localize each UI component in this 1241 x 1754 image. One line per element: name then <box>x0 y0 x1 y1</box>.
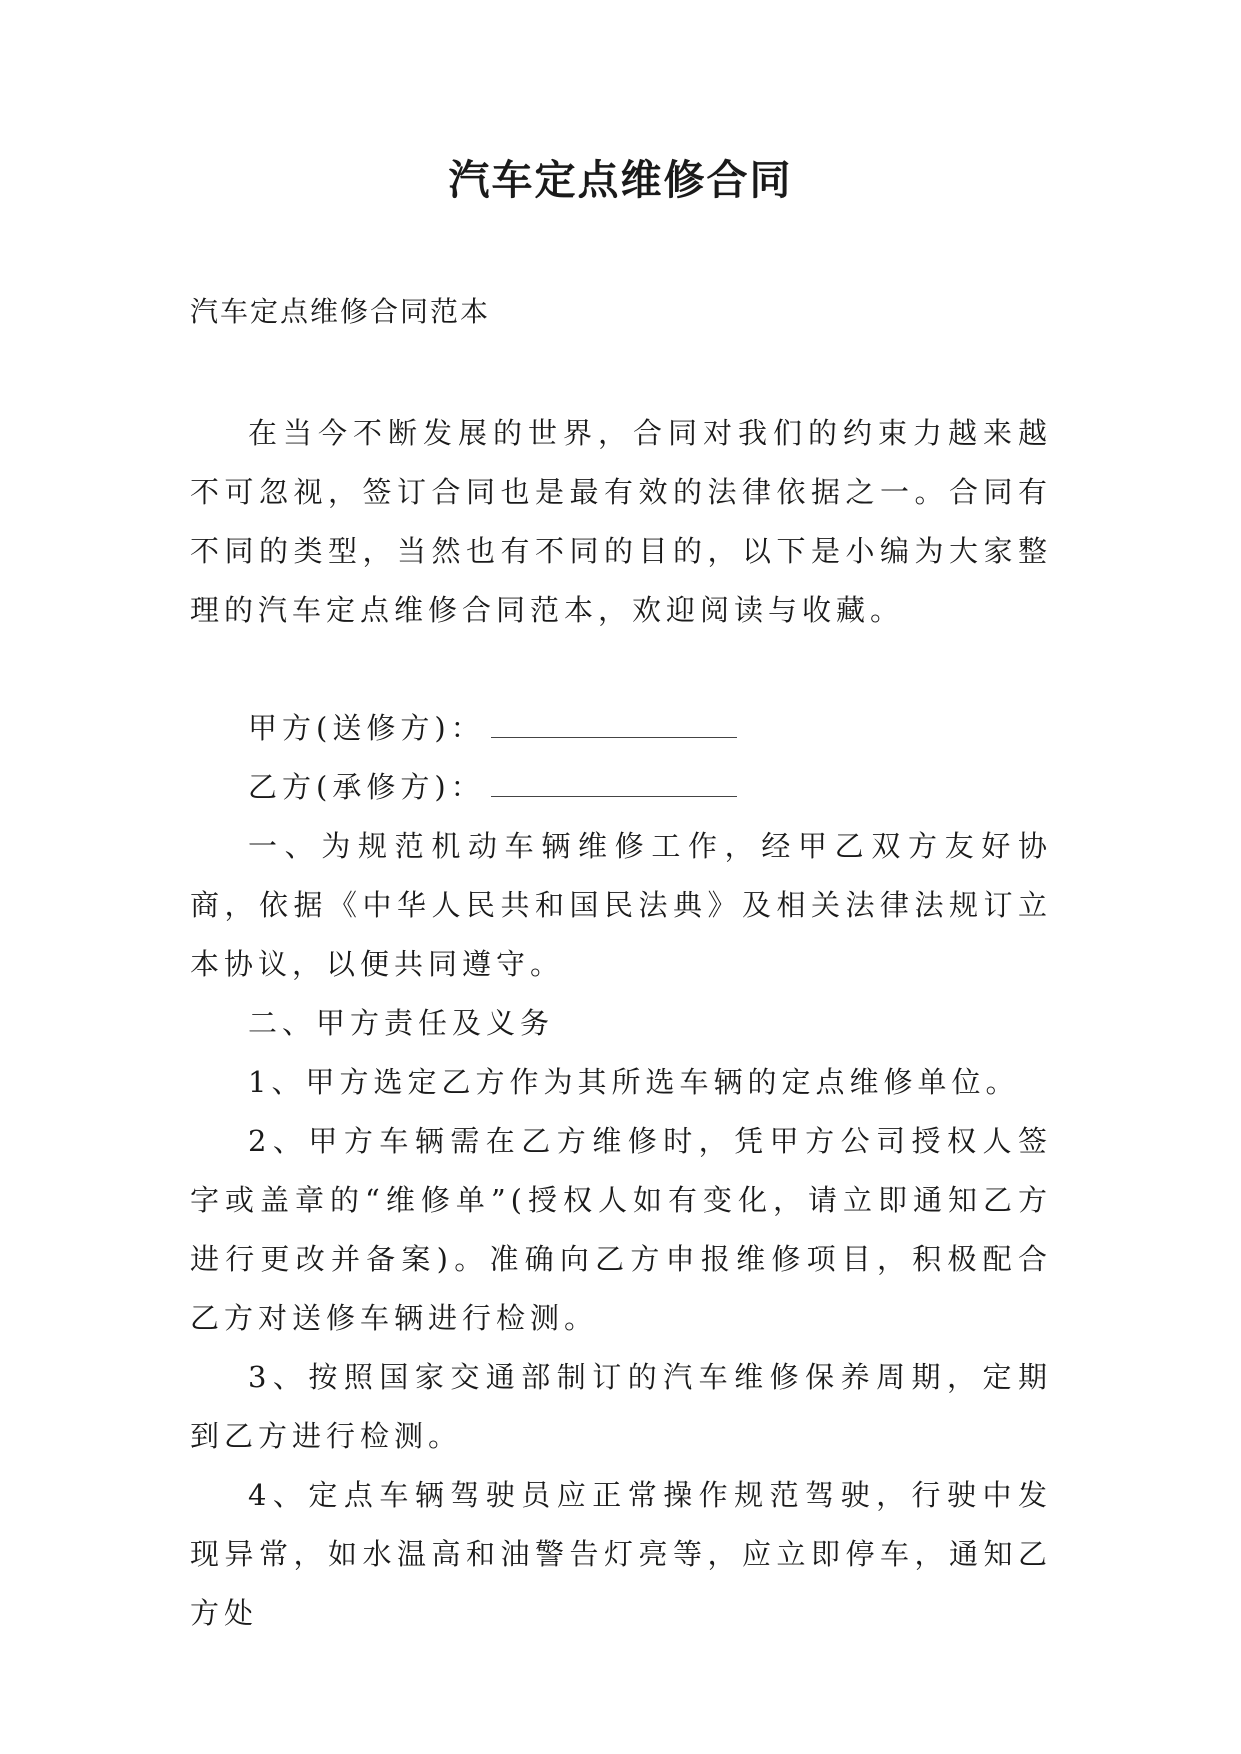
party-b-label: 乙方(承修方)： <box>248 770 485 804</box>
document-title: 汽车定点维修合同 <box>448 156 793 204</box>
clause-2-item-2: 2、甲方车辆需在乙方维修时，凭甲方公司授权人签字或盖章的“维修单”(授权人如有变化，请立即通知乙方进行更改并备案)。准确向乙方申报维修项目，积极配合乙方对送修车辆进行检测。 <box>190 1124 1052 1335</box>
party-a-line <box>190 699 1052 758</box>
clause-2-item-3: 3、按照国家交通部制订的汽车维修保养周期，定期到乙方进行检测。 <box>190 1360 1052 1453</box>
party-b-blank[interactable] <box>491 778 737 797</box>
clause-2-heading: 二、甲方责任及义务 <box>248 1006 555 1040</box>
clause-2-item-4: 4、定点车辆驾驶员应正常操作规范驾驶，行驶中发现异常，如水温高和油警告灯亮等，应立即停车，通知乙方处 <box>190 1478 1052 1630</box>
document-body <box>190 404 1052 1643</box>
intro-paragraph: 在当今不断发展的世界，合同对我们的约束力越来越不可忽视，签订合同也是最有效的法律依据之一。合同有不同的类型，当然也有不同的目的，以下是小编为大家整理的汽车定点维修合同范本，欢迎阅读与收藏。 <box>190 416 1052 627</box>
party-a-label: 甲方(送修方)： <box>248 711 485 745</box>
clause-1: 一、为规范机动车辆维修工作，经甲乙双方友好协商，依据《中华人民共和国民法典》及相关法律法规订立本协议，以便共同遵守。 <box>190 829 1052 981</box>
party-a-blank[interactable] <box>491 719 737 738</box>
party-b-line <box>190 758 1052 817</box>
clause-2-item-1: 1、甲方选定乙方作为其所选车辆的定点维修单位。 <box>248 1065 1020 1099</box>
document-subtitle: 汽车定点维修合同范本 <box>190 295 491 328</box>
